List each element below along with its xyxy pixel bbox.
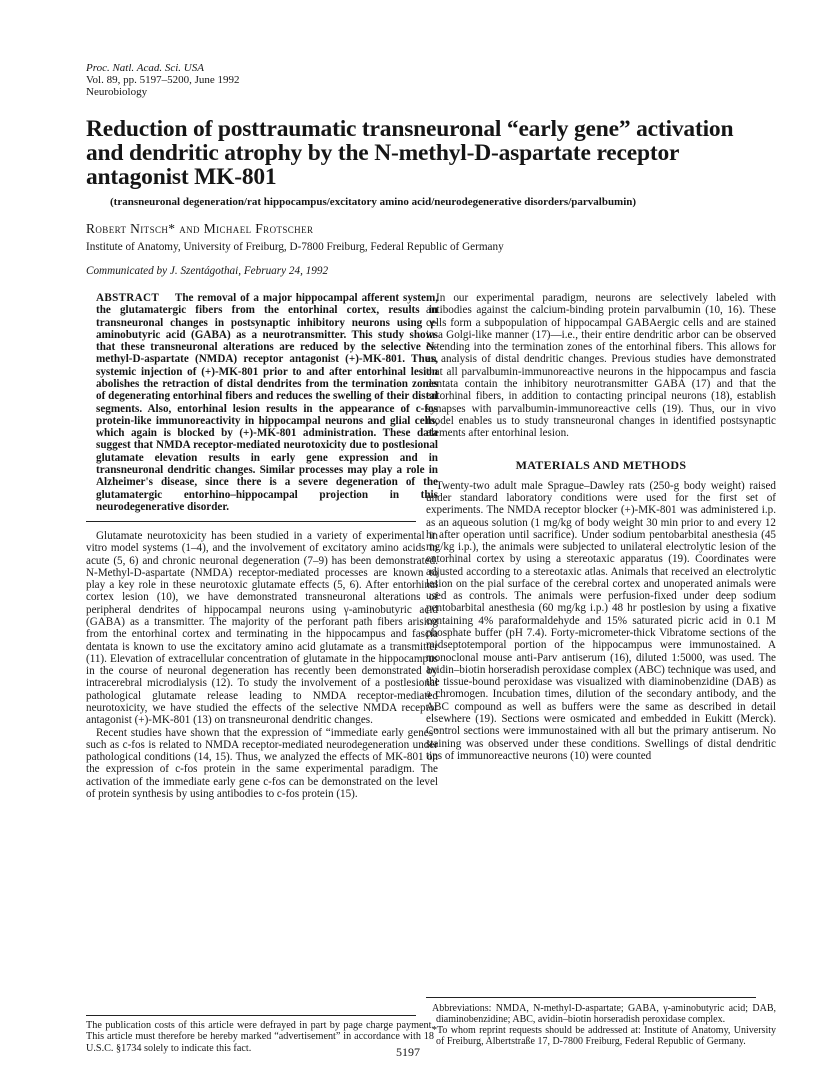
- abstract-divider: [86, 521, 416, 522]
- footnotes: [426, 1003, 776, 1047]
- volume-line: Vol. 89, pp. 5197–5200, June 1992: [86, 74, 240, 86]
- methods-paragraph: Twenty-two adult male Sprague–Dawley rats (250-g body weight) raised under standard laboratory conditions were used for the first set of experiments. The NMDA receptor blocker (+)-MK-801 was administered i.p. as an aqueous solution (1 mg/kg of body weight 30 min prior to and every 12 hr after operation until sacrifice). Under sodium pentobarbital anesthesia (45 mg/kg i.p.), the animals were subjected to unilateral electrolytic lesion of the entorhinal cortex by using a stereotaxic apparatus (19). Coordinates were adjusted according to a stereotaxic atlas. Animals that received an electrolytic lesion on the pial surface of the cerebral cortex and unoperated animals were used as controls. The animals were perfusion-fixed under deep sodium pentobarbital anesthesia (60 mg/kg i.p.) 48 hr postlesion by using a fixative containing 4% paraformaldehyde and 15% saturated picric acid in 0.1 M phosphate buffer (pH 7.4). Forty-micrometer-thick Vibratome sections of the midseptotemporal portion of the hippocampus were immunostained. A monoclonal mouse anti-Parv antiserum (16), diluted 1:5000, was used. The avidin–biotin horseradish peroxidase complex (ABC) technique was used, and the tissue-bound peroxidase was visualized with diaminobenzidine (DAB) as a chromogen. Incubation times, dilution of the secondary antibody, and the ABC compound as well as buffers were the same as described in detail elsewhere (19). Sections were osmicated and embedded in Eukitt (Merck). Control sections were immunostained with all but the primary antiserum. No staining was observed under these conditions. Swellings of distal dendritic tips of immunoreactive neurons (10) were counted: [426, 479, 776, 762]
- correspondence-footnote: *To whom reprint requests should be addressed at: Institute of Anatomy, University of Freiburg, Albertstraße 17, D-7800 Freiburg, Federal Republic of Germany.: [432, 1025, 776, 1047]
- footnote-divider: [426, 997, 756, 998]
- left-column: [86, 292, 438, 800]
- methods-heading: MATERIALS AND METHODS: [515, 458, 687, 473]
- communicated-by: Communicated by J. Szentágothai, February 24, 1992: [86, 265, 329, 277]
- intro-paragraph-1: Glutamate neurotoxicity has been studied in a variety of experimental in vitro model systems (1–4), and the involvement of excitatory amino acids in acute (5, 6) and chronic neuronal degeneration (7–9) has been demonstrated. N-Methyl-D-aspartate (NMDA) receptor-mediated processes are known to play a key role in these neurotoxic glutamate effects (5, 6). After entorhinal cortex lesion (10), we have demonstrated transneuronal alterations of peripheral dendrites of hippocampal neurons using γ-aminobutyric acid (GABA) as a transmitter. The majority of the perforant path fibers arising from the entorhinal cortex and terminating in the hippocampus and fascia dentata is known to use the excitatory amino acid glutamate as a transmitter (11). Elevation of extracellular concentration of glutamate in the hippocampus in the course of neuronal degeneration has recently been demonstrated by intracerebral microdialysis (12). To study the involvement of a postlesional pathological glutamate release leading to NMDA receptor-mediated neurotoxicity, we have studied the effects of the selective NMDA receptor antagonist (+)-MK-801 (13) on transneuronal dendritic changes.: [86, 530, 438, 727]
- publication-costs-note: The publication costs of this article were defrayed in part by page charge payment. This article must therefore be hereby marked “advertisement” in accordance with 18 U.S.C. §1734 solely to indicate this fact.: [86, 1020, 434, 1054]
- abstract: [86, 292, 438, 513]
- article-title: Reduction of posttraumatic transneuronal “early gene” activation and dendritic atrophy by the N-methyl-D-aspartate receptor antagonist MK-801: [86, 116, 734, 190]
- section-name: Neurobiology: [86, 86, 148, 98]
- right-column: [426, 292, 776, 762]
- abstract-text: The removal of a major hippocampal afferent system, the glutamatergic fibers from the entorhinal cortex, results in transneuronal changes in postsynaptic inhibitory neurons using γ-aminobutyric acid (GABA) as a neurotransmitter. This study shows that these transneuronal alterations are reduced by the selective N-methyl-D-aspartate (NMDA) receptor antagonist (+)-MK-801. Thus, systemic injection of (+)-MK-801 prior to and after entorhinal lesion abolishes the retraction of distal dendrites from the termination zones of degenerating entorhinal fibers and reduces the swelling of their distal segments. Also, entorhinal lesion results in the appearance of c-fos protein-like immunoreactivity in hippocampal neurons and glial cells, which again is blocked by (+)-MK-801 administration. These data suggest that NMDA receptor-mediated neurotoxicity due to postlesional glutamate elevation results in early gene expression and in transneuronal dendritic changes. Similar processes may play a role in Alzheimer's disease, since there is a severe degeneration of the glutamatergic entorhino–hippocampal projection in this neurodegenerative disorder.: [96, 292, 439, 513]
- intro-paragraph-2: Recent studies have shown that the expression of “immediate early genes” such as c-fos is related to NMDA receptor-mediated neurodegeneration under pathological conditions (14, 15). Thus, we analyzed the effects of MK-801 on the expression of c-fos protein in the same experimental paradigm. The activation of the immediate early gene c-fos can be demonstrated on the level of protein synthesis by using antibodies to c-fos protein (15).: [86, 726, 438, 800]
- intro-paragraph-3: In our experimental paradigm, neurons are selectively labeled with antibodies against the calcium-binding protein parvalbumin (10, 16). These cells form a subpopulation of hippocampal GABAergic cells and are stained in a Golgi-like manner (17)—i.e., their entire dendritic arbor can be observed extending into the termination zones of the entorhinal fibers. This allows for an analysis of distal dendritic changes. Previous studies have demonstrated that all parvalbumin-immunoreactive neurons in the hippocampus and fascia dentata contain the inhibitory neurotransmitter GABA (17) and that the entorhinal fibers, in addition to contacting principal neurons (18), establish synapses with parvalbumin-immunoreactive cells (19). Thus, our in vivo model enables us to study transneuronal changes in identified postsynaptic elements after entorhinal lesion.: [426, 292, 776, 440]
- authors: Robert Nitsch* and Michael Frotscher: [86, 221, 314, 236]
- publication-costs-divider: [86, 1015, 416, 1016]
- page-number: 5197: [396, 1045, 420, 1059]
- journal-name: Proc. Natl. Acad. Sci. USA: [86, 62, 204, 74]
- abstract-label: ABSTRACT: [96, 292, 160, 304]
- abbreviations-footnote: Abbreviations: NMDA, N-methyl-D-aspartate; GABA, γ-aminobutyric acid; DAB, diaminobenzidine; ABC, avidin–biotin horseradish peroxidase complex.: [432, 1003, 776, 1025]
- keywords: (transneuronal degeneration/rat hippocampus/excitatory amino acid/neurodegenerative disorders/parvalbumin): [110, 196, 637, 208]
- affiliation: Institute of Anatomy, University of Freiburg, D-7800 Freiburg, Federal Republic of Germany: [86, 241, 504, 253]
- journal-header: [86, 62, 240, 98]
